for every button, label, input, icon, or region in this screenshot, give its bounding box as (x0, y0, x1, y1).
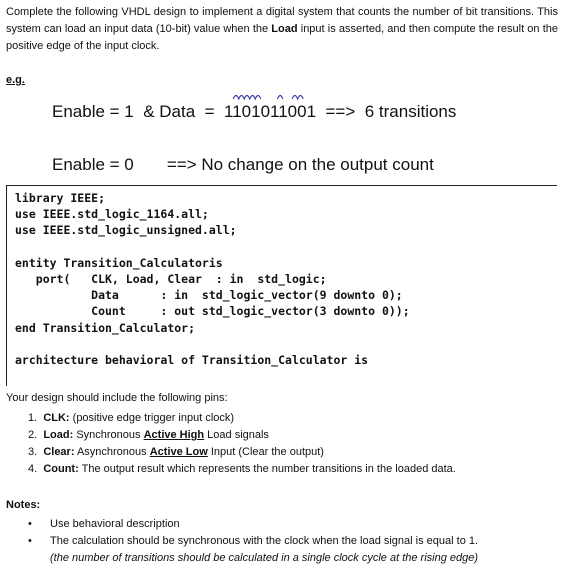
pin-description-end: Input (Clear the output) (207, 446, 324, 458)
intro-text-part1: Complete the following VHDL design to implement a digital system that counts the number of bit transitions. This system can load an input data (10-bit) value when the (6, 6, 558, 35)
example1-suffix: ==> 6 transitions (316, 102, 457, 121)
pin-number: 1. (28, 412, 38, 424)
pin-description: Synchronous (73, 429, 144, 441)
code-line: end Transition_Calculator; (15, 320, 196, 335)
pin-item-clk (28, 410, 456, 427)
example-enable-0: Enable = 0 ==> No change on the output count (52, 155, 434, 174)
note-item (28, 516, 558, 533)
pin-description: The output result which represents the number transitions in the loaded data. (78, 463, 456, 475)
note-item (28, 533, 558, 567)
intro-load-word: Load (271, 23, 298, 35)
example1-bits-text: 1101011001 (224, 102, 317, 121)
example1-prefix: Enable = 1 & Data = (52, 102, 225, 121)
pin-emphasis: Active High (143, 429, 205, 441)
notes-title: Notes: (6, 499, 41, 511)
note-text: The calculation should be synchronous with the clock when the load signal is equal to 1. (50, 535, 479, 547)
intro-text-part2: input is asserted, and then compute the result on the positive edge of the input clock. (6, 23, 558, 52)
example1-bits (224, 102, 316, 122)
pin-number: 4. (28, 463, 38, 475)
pin-number: 2. (28, 429, 38, 441)
note-italic-text: (the number of transitions should be calculated in a single clock cycle at the rising edge) (50, 552, 479, 564)
code-line: use IEEE.std_logic_1164.all; (15, 207, 209, 222)
pin-name: Clear: (43, 446, 75, 458)
transition-annotation-icon (224, 91, 316, 101)
pin-number: 3. (28, 446, 38, 458)
pins-title: Your design should include the following pins: (6, 392, 228, 404)
code-line: entity Transition_Calculatoris (15, 255, 223, 270)
pin-emphasis: Active Low (149, 446, 208, 458)
code-line: architecture behavioral of Transition_Calculator is (15, 353, 369, 368)
pin-item-count (28, 461, 456, 478)
bullet-icon: • (28, 535, 32, 547)
pins-list (28, 410, 456, 478)
pin-item-load (28, 427, 456, 444)
pin-description: Asynchronous (74, 446, 150, 458)
intro-paragraph (6, 4, 558, 55)
pin-description-end: Load signals (204, 429, 269, 441)
vhdl-code-block (6, 185, 557, 386)
example-enable-1 (52, 102, 456, 122)
bullet-icon: • (28, 518, 32, 530)
pin-name: Count: (43, 463, 79, 475)
code-line: library IEEE; (15, 191, 106, 205)
code-line: port( CLK, Load, Clear : in std_logic; (15, 272, 327, 287)
notes-list (28, 516, 558, 567)
code-line: Data : in std_logic_vector(9 downto 0); (15, 288, 403, 303)
note-text: Use behavioral description (50, 518, 180, 530)
pin-description: (positive edge trigger input clock) (69, 412, 235, 424)
code-line: use IEEE.std_logic_unsigned.all; (15, 223, 237, 238)
vhdl-code (15, 190, 410, 368)
example-label: e.g. (6, 74, 25, 86)
code-line: Count : out std_logic_vector(3 downto 0)); (15, 304, 410, 319)
pin-name: CLK: (43, 412, 70, 424)
pin-item-clear (28, 444, 456, 461)
pin-name: Load: (43, 429, 74, 441)
